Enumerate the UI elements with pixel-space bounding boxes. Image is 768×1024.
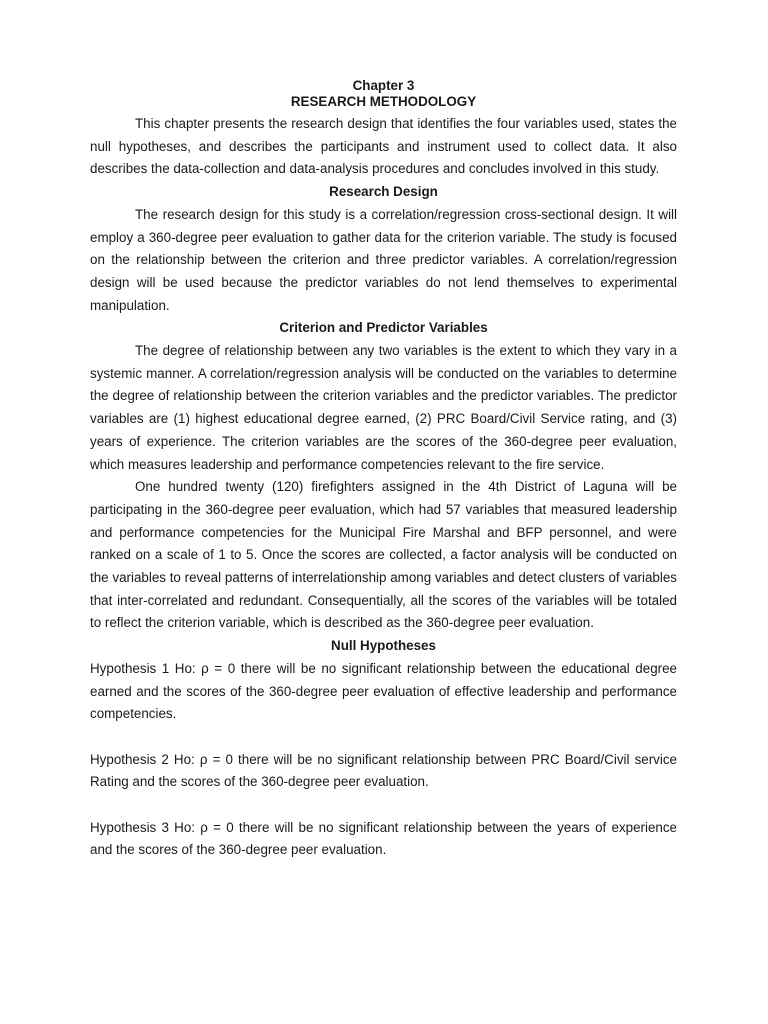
hypothesis-3: Hypothesis 3 Ho: ρ = 0 there will be no significant relationship between the years of experience and the scores of the 360-degree peer evaluation.	[90, 819, 677, 858]
research-design-paragraph: The research design for this study is a correlation/regression cross-sectional design. It will employ a 360-degree peer evaluation to gather data for the criterion variable. The study is focused on the relationship between the criterion and three predictor variables. A correlation/regression design will be used because the predictor variables do not lend themselves to experimental manipulation.	[90, 206, 677, 313]
chapter-label: Chapter 3	[352, 78, 415, 93]
intro-paragraph: This chapter presents the research design that identifies the four variables used, states the null hypotheses, and describes the participants and instrument used to collect data. It also describes the data-collection and data-analysis procedures and concludes involved in this study.	[90, 116, 677, 177]
chapter-title: RESEARCH METHODOLOGY	[290, 94, 477, 109]
section-heading-null-hypotheses: Null Hypotheses	[331, 638, 436, 654]
section-heading-variables: Criterion and Predictor Variables	[279, 320, 488, 336]
variables-paragraph-2: One hundred twenty (120) firefighters assigned in the 4th District of Laguna will be participating in the 360-degree peer evaluation, which had 57 variables that measured leadership and performance competencies for the Municipal Fire Marshal and BFP personnel, and were ranked on a scale of 1 to 5. Once the scores are collected, a factor analysis will be conducted on the variables to reveal patterns of interrelationship among variables and detect clusters of variables that inter-correlated and redundant. Consequentially, all the scores of the variables will be totaled to reflect the criterion variable, which is described as the 360-degree peer evaluation.	[90, 479, 677, 631]
hypothesis-2: Hypothesis 2 Ho: ρ = 0 there will be no significant relationship between PRC Board/Civil service Rating and the scores of the 360-degree peer evaluation.	[90, 751, 677, 790]
variables-paragraph-1: The degree of relationship between any two variables is the extent to which they vary in a systemic manner. A correlation/regression analysis will be conducted on the variables to determine the degree of relationship between the criterion variables and the predictor variables. The predictor variables are (1) highest educational degree earned, (2) PRC Board/Civil Service rating, and (3) years of experience. The criterion variables are the scores of the 360-degree peer evaluation, which measures leadership and performance competencies relevant to the fire service.	[90, 343, 677, 472]
document-page	[90, 78, 677, 862]
section-heading-research-design: Research Design	[329, 184, 438, 200]
hypothesis-1: Hypothesis 1 Ho: ρ = 0 there will be no significant relationship between the educational degree earned and the scores of the 360-degree peer evaluation of effective leadership and performance competencies.	[90, 660, 677, 722]
